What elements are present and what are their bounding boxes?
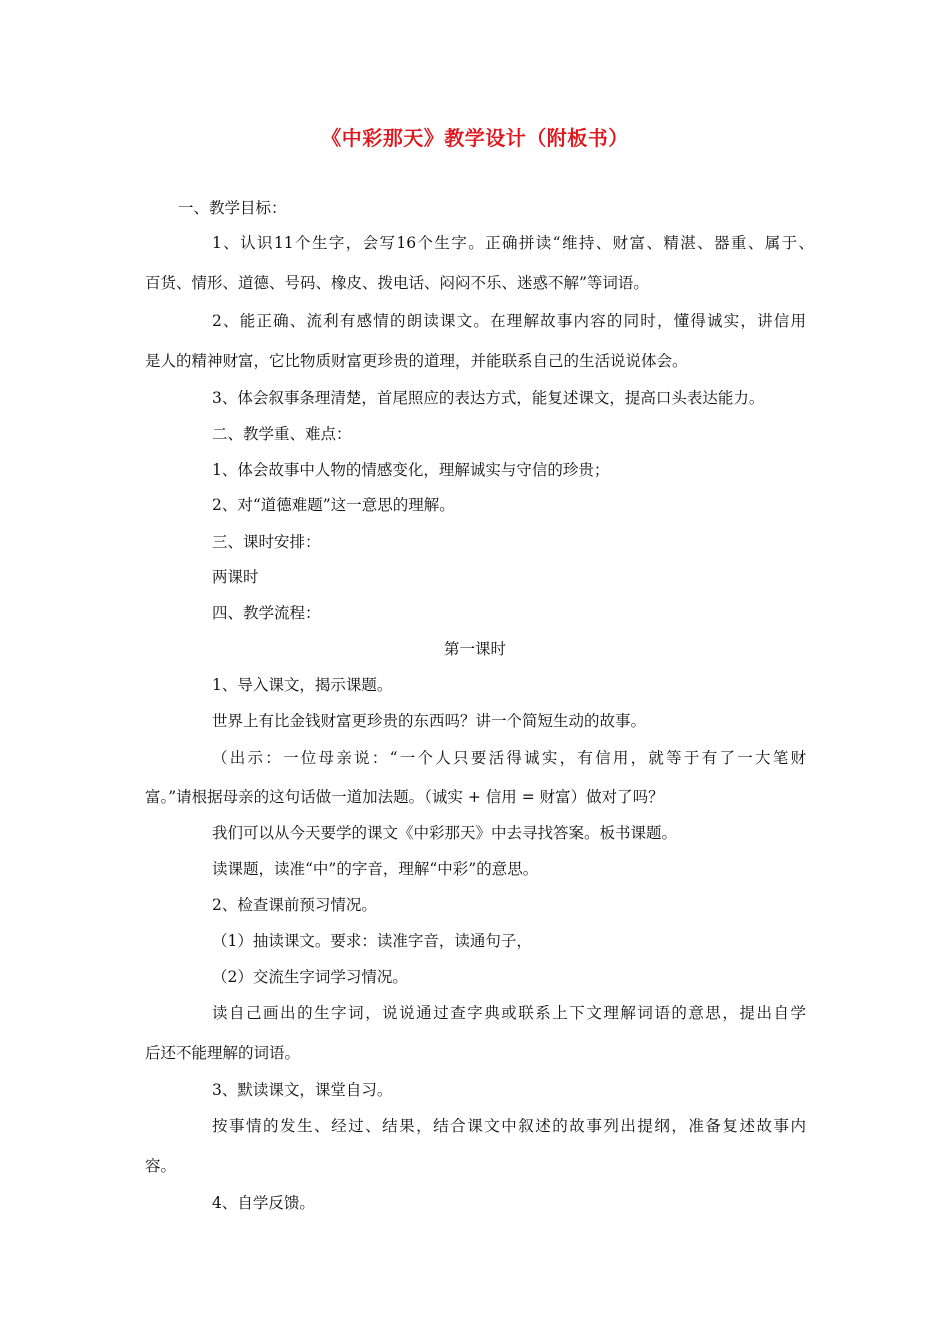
section-heading-schedule: 三、课时安排： (212, 533, 321, 551)
paragraph-line: 百货、情形、道德、号码、橡皮、拨电话、闷闷不乐、迷惑不解”等词语。 (145, 274, 649, 292)
document-title: 《中彩那天》教学设计（附板书） (321, 126, 629, 150)
paragraph-line: 世界上有比金钱财富更珍贵的东西吗？讲一个简短生动的故事。 (212, 712, 647, 730)
paragraph-line: 1、导入课文，揭示课题。 (212, 676, 393, 694)
section-heading-objectives: 一、教学目标： (178, 199, 287, 217)
section-heading-process: 四、教学流程： (212, 604, 321, 622)
paragraph-line: 是人的精神财富，它比物质财富更珍贵的道理，并能联系自己的生活说说体会。 (145, 352, 688, 370)
paragraph-line: 容。 (145, 1157, 177, 1175)
paragraph-line: 后还不能理解的词语。 (145, 1044, 301, 1062)
paragraph-line: （出示：一位母亲说：“一个人只要活得诚实，有信用，就等于有了一大笔财 (212, 749, 806, 767)
paragraph-line: （2）交流生字词学习情况。 (212, 968, 408, 986)
paragraph-line: 读自己画出的生字词，说说通过查字典或联系上下文理解词语的意思，提出自学 (212, 1004, 806, 1022)
paragraph-line: 读课题，读准“中”的字音，理解“中彩”的意思。 (212, 860, 539, 878)
section-heading-key-points: 二、教学重、难点： (212, 425, 352, 443)
paragraph-line: 3、默读课文，课堂自习。 (212, 1081, 393, 1099)
lesson-heading: 第一课时 (443, 640, 506, 658)
paragraph-line: 4、自学反馈。 (212, 1194, 315, 1212)
paragraph-line: 2、能正确、流利有感情的朗读课文。在理解故事内容的同时，懂得诚实，讲信用 (212, 312, 806, 330)
paragraph-line: 按事情的发生、经过、结果，结合课文中叙述的故事列出提纲，准备复述故事内 (212, 1117, 806, 1135)
paragraph-line: 3、体会叙事条理清楚，首尾照应的表达方式，能复述课文，提高口头表达能力。 (212, 389, 765, 407)
paragraph-line: 2、对“道德难题”这一意思的理解。 (212, 496, 455, 514)
paragraph-line: 两课时 (212, 568, 259, 586)
paragraph-line: 1、体会故事中人物的情感变化，理解诚实与守信的珍贵； (212, 461, 610, 479)
paragraph-line: 我们可以从今天要学的课文《中彩那天》中去寻找答案。板书课题。 (212, 824, 678, 842)
paragraph-line: 2、检查课前预习情况。 (212, 896, 377, 914)
paragraph-line: 1、认识11个生字，会写16个生字。正确拼读“维持、财富、精湛、器重、属于、 (212, 234, 814, 252)
paragraph-line: （1）抽读课文。要求：读准字音，读通句子， (212, 932, 532, 950)
paragraph-line: 富。”请根据母亲的这句话做一道加法题。（诚实 + 信用 = 财富）做对了吗？ (145, 788, 664, 806)
